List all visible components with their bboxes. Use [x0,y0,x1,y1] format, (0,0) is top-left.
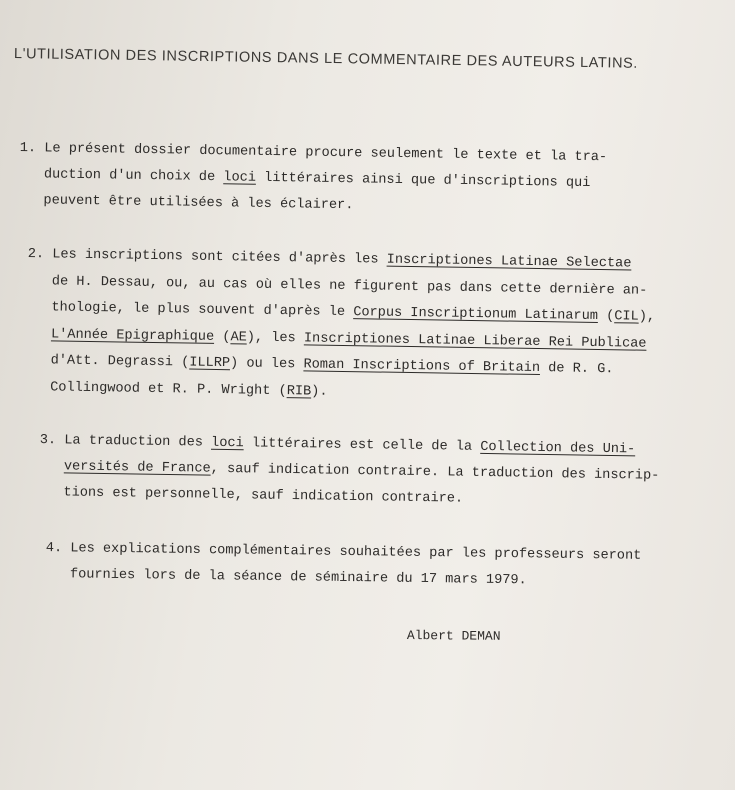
text-run: , sauf indication contraire. La traduction des inscrip- [210,461,660,484]
paragraph-4 [45,536,641,596]
underlined-reference: loci [210,435,244,452]
underlined-reference: L'Année Epigraphique [50,326,215,345]
underlined-reference: AE [230,329,247,345]
underlined-reference: Inscriptiones Latinae Liberae Rei Publicae [303,330,647,352]
text-run [39,459,64,474]
text-run: littéraires ainsi que d'inscriptions qui [255,170,591,191]
underlined-reference: Roman Inscriptions of Britain [303,357,541,377]
underlined-reference: versités de France [63,459,211,477]
document-title: L'UTILISATION DES INSCRIPTIONS DANS LE COMMENTAIRE DES AUTEURS LATINS. [13,46,639,72]
text-run [26,326,51,341]
paragraph-1 [19,136,608,223]
text-run: tions est personnelle, sauf indication contraire. [38,484,464,507]
text-run: thologie, le plus souvent d'après le [26,299,354,321]
underlined-reference: Collection des Uni- [480,439,636,458]
text-run: ) ou les [229,356,304,373]
text-run: d'Att. Degrassi ( [26,352,190,371]
signature: Albert DEMAN [406,628,501,644]
text-run: 3. La traduction des [39,432,212,451]
paragraph-2 [26,242,657,411]
text-run: fournies lors de la séance de séminaire du 17 mars 1979. [45,566,527,589]
text-run: 2. Les inscriptions sont citées d'après les [27,246,387,268]
text-run: duction d'un choix de [19,166,224,186]
underlined-reference: loci [223,170,257,186]
text-run: ), [638,309,656,325]
text-run: 1. Le présent dossier documentaire procure seulement le texte et la tra- [19,140,608,166]
underlined-reference: CIL [614,309,639,325]
underlined-reference: Corpus Inscriptionum Latinarum [353,305,599,324]
underlined-reference: Inscriptiones Latinae Selectae [386,252,632,272]
paragraph-3 [39,428,660,516]
underlined-reference: RIB [286,383,312,399]
text-run: ( [214,329,231,345]
underlined-reference: ILLRP [189,355,231,372]
text-run: littéraires est celle de la [243,436,481,455]
text-run: ), les [246,329,305,346]
text-run: ( [597,308,615,325]
text-run: peuvent être utilisées à les éclairer. [18,192,354,214]
text-run: de R. G. [539,361,614,378]
text-run: de H. Dessau, ou, au cas où elles ne figurent pas dans cette dernière an- [27,273,648,299]
text-run: ). [311,383,328,400]
text-run: 4. Les explications complémentaires souhaitées par les professeurs seront [45,540,642,564]
text-run: Collingwood et R. P. Wright ( [25,379,287,399]
